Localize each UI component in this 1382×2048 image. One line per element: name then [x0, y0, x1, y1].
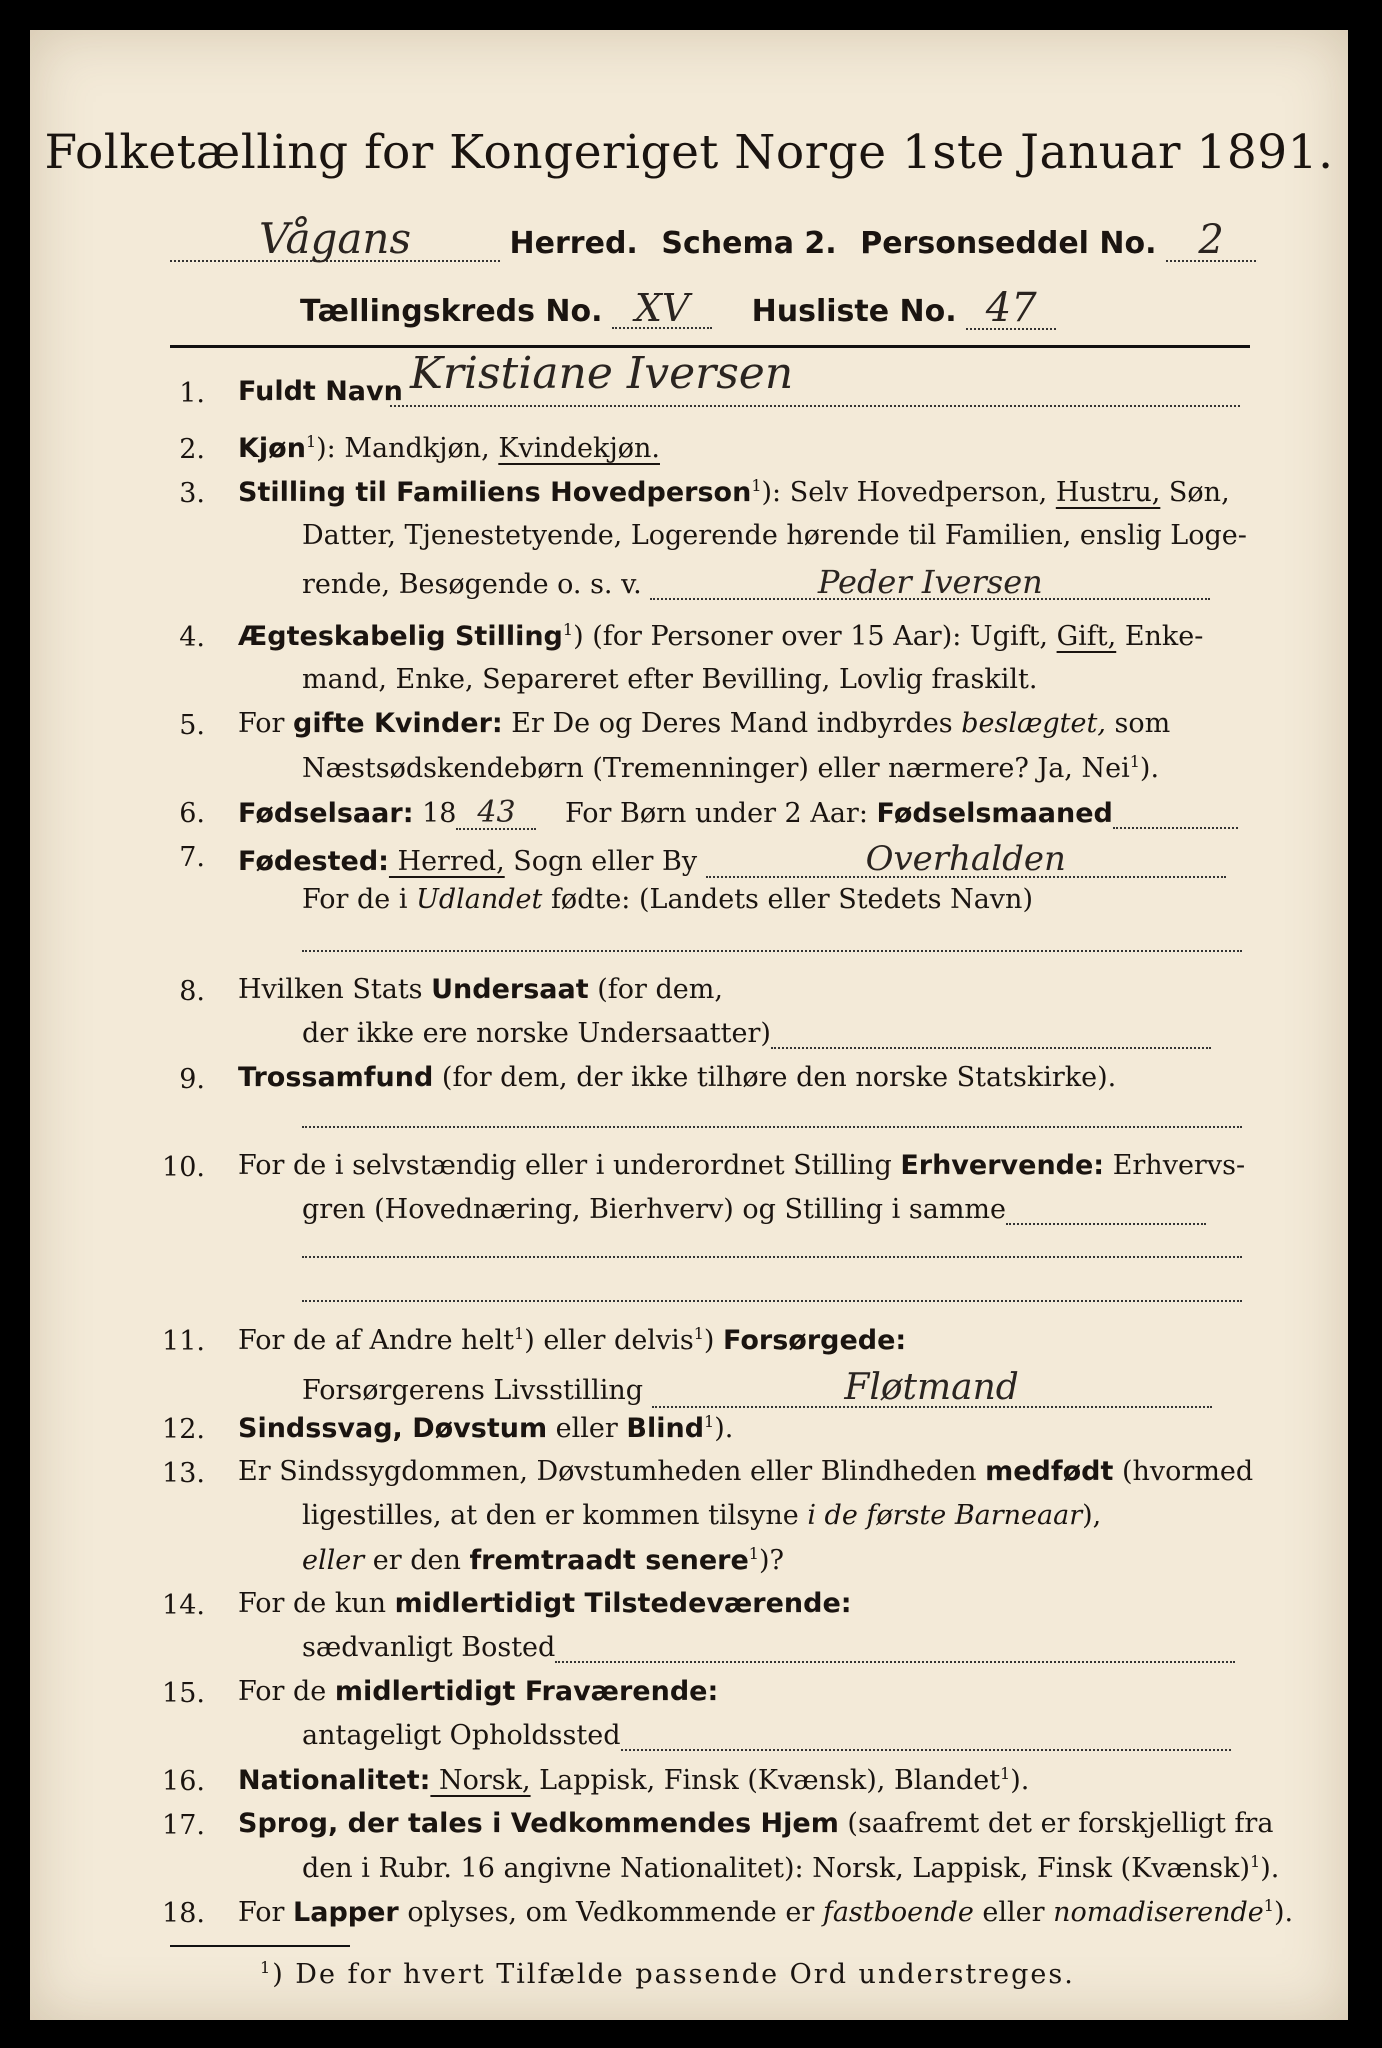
- q13-line3-label: fremtraadt senere: [469, 1545, 749, 1576]
- q7-number: 7.: [179, 842, 205, 873]
- q13-text-b: (hvormed: [1113, 1456, 1254, 1487]
- q16-footnote-ref: 1: [1000, 1764, 1011, 1783]
- q6-number: 6.: [179, 798, 205, 829]
- q14-number: 14.: [162, 1590, 205, 1621]
- q13-footnote-ref: 1: [748, 1544, 759, 1563]
- header-kreds-line: [300, 285, 1056, 331]
- q10-dotline-2: [302, 1256, 1242, 1258]
- kreds-handwritten: XV: [612, 289, 712, 329]
- q2-text-a: ): Mandkjøn,: [316, 433, 499, 464]
- q3-line1: [238, 478, 1230, 506]
- q15-line2: [302, 1722, 1231, 1751]
- q10-dotline-3: [302, 1300, 1242, 1302]
- q13-text-a: Er Sindssygdommen, Døvstumheden eller Blindheden: [238, 1456, 986, 1487]
- q16-label: Nationalitet:: [238, 1765, 431, 1796]
- q16-line: Nationalitet: Norsk, Lappisk, Finsk (Kvænsk), Blandet$^1$).: [238, 1764, 1030, 1796]
- husliste-handwritten: 47: [966, 288, 1056, 330]
- q11-handwritten: Fløtmand: [652, 1370, 1212, 1408]
- q10-text-b: Erhvervs-: [1104, 1150, 1246, 1181]
- q13-line3-italic: eller: [302, 1545, 365, 1576]
- q11-text-c: ): [703, 1325, 723, 1356]
- q14-line2: [302, 1634, 1235, 1663]
- q2-option-kvindekjon: Kvindekjøn.: [498, 433, 660, 464]
- footnote-rule: [170, 1945, 350, 1947]
- q1-dotline: [390, 405, 1240, 407]
- q18-italic-b: nomadiserende: [1053, 1897, 1264, 1928]
- q3-line2: Datter, Tjenestetyende, Logerende hørende til Familien, enslig Loge-: [302, 520, 1247, 551]
- q15-label: midlertidigt Fraværende:: [334, 1676, 719, 1707]
- q13-line2-b: ),: [1082, 1500, 1102, 1531]
- q8-line2-text: der ikke ere norske Undersaatter): [302, 1018, 771, 1049]
- q17-line1: [238, 1810, 1273, 1837]
- q5-line1: [238, 710, 1170, 737]
- q12-text-a: eller: [547, 1413, 627, 1444]
- personseddel-label: Personseddel No.: [860, 226, 1157, 261]
- q13-line3: [302, 1546, 784, 1574]
- footnote-mark: 1: [260, 1958, 273, 1977]
- herred-handwritten: Vågans: [170, 218, 500, 262]
- q11-text-a: For de af Andre helt: [238, 1325, 515, 1356]
- q16-text-b: Lappisk, Finsk (Kvænsk), Blandet: [530, 1765, 1001, 1796]
- q18-label: Lapper: [293, 1897, 399, 1928]
- q9-dotline: [302, 1126, 1242, 1128]
- q4-footnote-ref: 1: [562, 620, 574, 639]
- q17-label: Sprog, der tales i Vedkommendes Hjem: [238, 1808, 839, 1839]
- q17-number: 17.: [162, 1810, 205, 1841]
- q10-dotline: [1006, 1196, 1206, 1225]
- q13-line2-a: ligestilles, at den er kommen tilsyne: [302, 1500, 808, 1531]
- q14-dotline: [555, 1634, 1235, 1663]
- q13-number: 13.: [162, 1458, 205, 1489]
- q5-line2-text: Næstsødskendebørn (Tremenninger) eller nærmere? Ja, Nei: [302, 753, 1130, 784]
- q5-text-c: beslægtet,: [961, 708, 1106, 739]
- q6-label-b: Fødselsmaaned: [876, 798, 1113, 829]
- q12-label-b: Blind: [626, 1413, 705, 1444]
- q5-text-d: som: [1105, 708, 1171, 739]
- q8-label: Undersaat: [431, 974, 589, 1005]
- q7-handwritten: Overhalden: [706, 842, 1226, 878]
- q15-line1: [238, 1678, 718, 1705]
- q4-line2: mand, Enke, Separeret efter Bevilling, Lovlig fraskilt.: [302, 664, 1038, 695]
- q17-footnote-ref: 1: [1250, 1852, 1261, 1871]
- q7-line1: [238, 839, 1226, 879]
- q7-line2-b: fødte: (Landets eller Stedets Navn): [542, 884, 1033, 915]
- q15-dotline: [621, 1722, 1231, 1751]
- q18-line: For Lapper oplyses, om Vedkommende er fastboende eller nomadiserende$^1$).: [238, 1896, 1294, 1928]
- q13-line2: [302, 1502, 1101, 1529]
- q5-label: gifte Kvinder:: [293, 708, 503, 739]
- q11-line2: [302, 1367, 1212, 1408]
- q2-number: 2.: [179, 434, 205, 465]
- q13-line3-a: er den: [364, 1545, 470, 1576]
- q8-line1: [238, 976, 723, 1003]
- kreds-label: Tællingskreds No.: [300, 294, 603, 329]
- q13-label: medfødt: [985, 1456, 1114, 1487]
- header-herred-line: [170, 214, 1256, 263]
- q7-line2-italic: Udlandet: [416, 884, 543, 915]
- q10-number: 10.: [162, 1152, 205, 1183]
- q18-text-a: For: [238, 1897, 294, 1928]
- schema-label: Schema 2.: [661, 226, 837, 261]
- q11-number: 11.: [162, 1326, 205, 1357]
- q18-text-c: eller: [973, 1897, 1054, 1928]
- q9-line: [238, 1064, 1116, 1091]
- q7-text-b: Sogn eller By: [504, 846, 698, 877]
- q9-number: 9.: [179, 1064, 205, 1095]
- q11-footnote-ref-b: 1: [693, 1324, 704, 1343]
- q13-line1: [238, 1458, 1253, 1485]
- q2-line: [238, 434, 660, 462]
- q10-label: Erhvervende:: [900, 1150, 1105, 1181]
- q8-text-a: Hvilken Stats: [238, 974, 432, 1005]
- q1-name-handwritten: Kristiane Iversen: [410, 348, 794, 399]
- q18-italic-a: fastboende: [822, 1897, 974, 1928]
- q1-line: [238, 378, 403, 405]
- q3-number: 3.: [179, 478, 205, 509]
- q12-line: [238, 1414, 733, 1442]
- q7-line2-text: For de i: [302, 884, 417, 915]
- q15-text-a: For de: [238, 1676, 335, 1707]
- q10-line1: [238, 1152, 1245, 1179]
- q5-text-a: For: [238, 708, 294, 739]
- q13-line3-b: )?: [758, 1545, 784, 1576]
- q3-text-c: Søn,: [1160, 477, 1230, 508]
- q18-number: 18.: [162, 1898, 205, 1929]
- q11-line1: [238, 1326, 906, 1354]
- q7-dotline: [302, 950, 1242, 952]
- husliste-label: Husliste No.: [751, 294, 957, 329]
- q2-label: Kjøn: [238, 433, 306, 464]
- q3-option-hustru: Hustru,: [1055, 477, 1161, 508]
- q7-label: Fødested:: [238, 846, 389, 877]
- q17-line2-text: den i Rubr. 16 angivne Nationalitet): Norsk, Lappisk, Finsk (Kvænsk): [302, 1853, 1251, 1884]
- q12-text-b: ).: [714, 1413, 734, 1444]
- q15-number: 15.: [162, 1678, 205, 1709]
- q3-footnote-ref: 1: [751, 476, 762, 495]
- footnote: [260, 1960, 1075, 1988]
- q8-dotline: [771, 1020, 1211, 1049]
- herred-label: Herred.: [509, 226, 638, 261]
- q17-text: (saafremt det er forskjelligt fra: [838, 1808, 1274, 1839]
- q14-label: midlertidigt Tilstedeværende:: [394, 1588, 852, 1619]
- q2-footnote-ref: 1: [305, 432, 317, 451]
- q17-line2: den i Rubr. 16 angivne Nationalitet): Norsk, Lappisk, Finsk (Kvænsk)$^1$).: [302, 1852, 1280, 1884]
- footnote-text: ) De for hvert Tilfælde passende Ord understreges.: [272, 1959, 1075, 1990]
- q11-label: Forsørgede:: [723, 1325, 907, 1356]
- q1-number: 1.: [179, 378, 205, 409]
- q12-footnote-ref: 1: [704, 1412, 715, 1431]
- personseddel-handwritten: 2: [1166, 220, 1256, 262]
- q3-handwritten: Peder Iversen: [650, 566, 1210, 600]
- q11-line2-text: Forsørgerens Livsstilling: [302, 1375, 644, 1406]
- q10-line2: [302, 1196, 1206, 1225]
- q8-number: 8.: [179, 976, 205, 1007]
- q10-line2-text: gren (Hovednæring, Bierhverv) og Stilling i samme: [302, 1194, 1007, 1225]
- q6-label: Fødselsaar:: [238, 798, 414, 829]
- q10-text-a: For de i selvstændig eller i underordnet Stilling: [238, 1150, 901, 1181]
- q3-text-a: ): Selv Hovedperson,: [761, 477, 1056, 508]
- q8-line2: [302, 1020, 1211, 1049]
- q14-text-a: For de kun: [238, 1588, 395, 1619]
- q6-text-a: 18: [413, 798, 457, 829]
- q6-line: [238, 795, 1238, 830]
- q12-number: 12.: [162, 1414, 205, 1445]
- q5-text-b: Er De og Deres Mand indbyrdes: [502, 708, 962, 739]
- q6-text-b: For Børn under 2 Aar:: [565, 798, 877, 829]
- form-title: Folketælling for Kongeriget Norge 1ste Januar 1891.: [44, 125, 1334, 180]
- q4-line1: [238, 622, 1203, 650]
- q16-number: 16.: [162, 1766, 205, 1797]
- q5-footnote-ref: 1: [1129, 752, 1140, 771]
- q3-label: Stilling til Familiens Hovedperson: [238, 477, 752, 508]
- q18-footnote-ref: 1: [1263, 1896, 1274, 1915]
- q4-option-gift: Gift,: [1056, 621, 1117, 652]
- q8-text-b: (for dem,: [588, 974, 723, 1005]
- q6-year-handwritten: 43: [456, 798, 536, 830]
- q11-text-b: ) eller delvis: [524, 1325, 694, 1356]
- q12-label: Sindssvag, Døvstum: [238, 1413, 548, 1444]
- q4-label: Ægteskabelig Stilling: [238, 621, 563, 652]
- q3-line3: [302, 563, 1210, 601]
- q6-dotline: [1113, 800, 1238, 829]
- q4-text-c: Enke-: [1116, 621, 1204, 652]
- q11-footnote-ref-a: 1: [514, 1324, 525, 1343]
- q16-option-norsk: Norsk,: [430, 1765, 531, 1796]
- q4-text-a: ) (for Personer over 15 Aar): Ugift,: [573, 621, 1057, 652]
- q15-line2-text: antageligt Opholdssted: [302, 1720, 621, 1751]
- q14-line1: [238, 1590, 852, 1617]
- q7-line2: [302, 886, 1033, 913]
- q7-option-herred: Herred,: [388, 846, 505, 877]
- q14-line2-text: sædvanligt Bosted: [302, 1632, 556, 1663]
- q4-number: 4.: [179, 622, 205, 653]
- q3-line3-text: rende, Besøgende o. s. v.: [302, 569, 642, 600]
- q9-label: Trossamfund: [238, 1062, 434, 1093]
- q5-number: 5.: [179, 710, 205, 741]
- q13-line2-italic: i de første Barneaar: [807, 1500, 1083, 1531]
- q1-label: Fuldt Navn: [238, 376, 403, 407]
- q5-line2: Næstsødskendebørn (Tremenninger) eller nærmere? Ja, Nei$^1$).: [302, 752, 1160, 784]
- q9-text: (for dem, der ikke tilhøre den norske Statskirke).: [433, 1062, 1117, 1093]
- q18-text-b: oplyses, om Vedkommende er: [398, 1897, 823, 1928]
- census-form-page: [30, 30, 1348, 2020]
